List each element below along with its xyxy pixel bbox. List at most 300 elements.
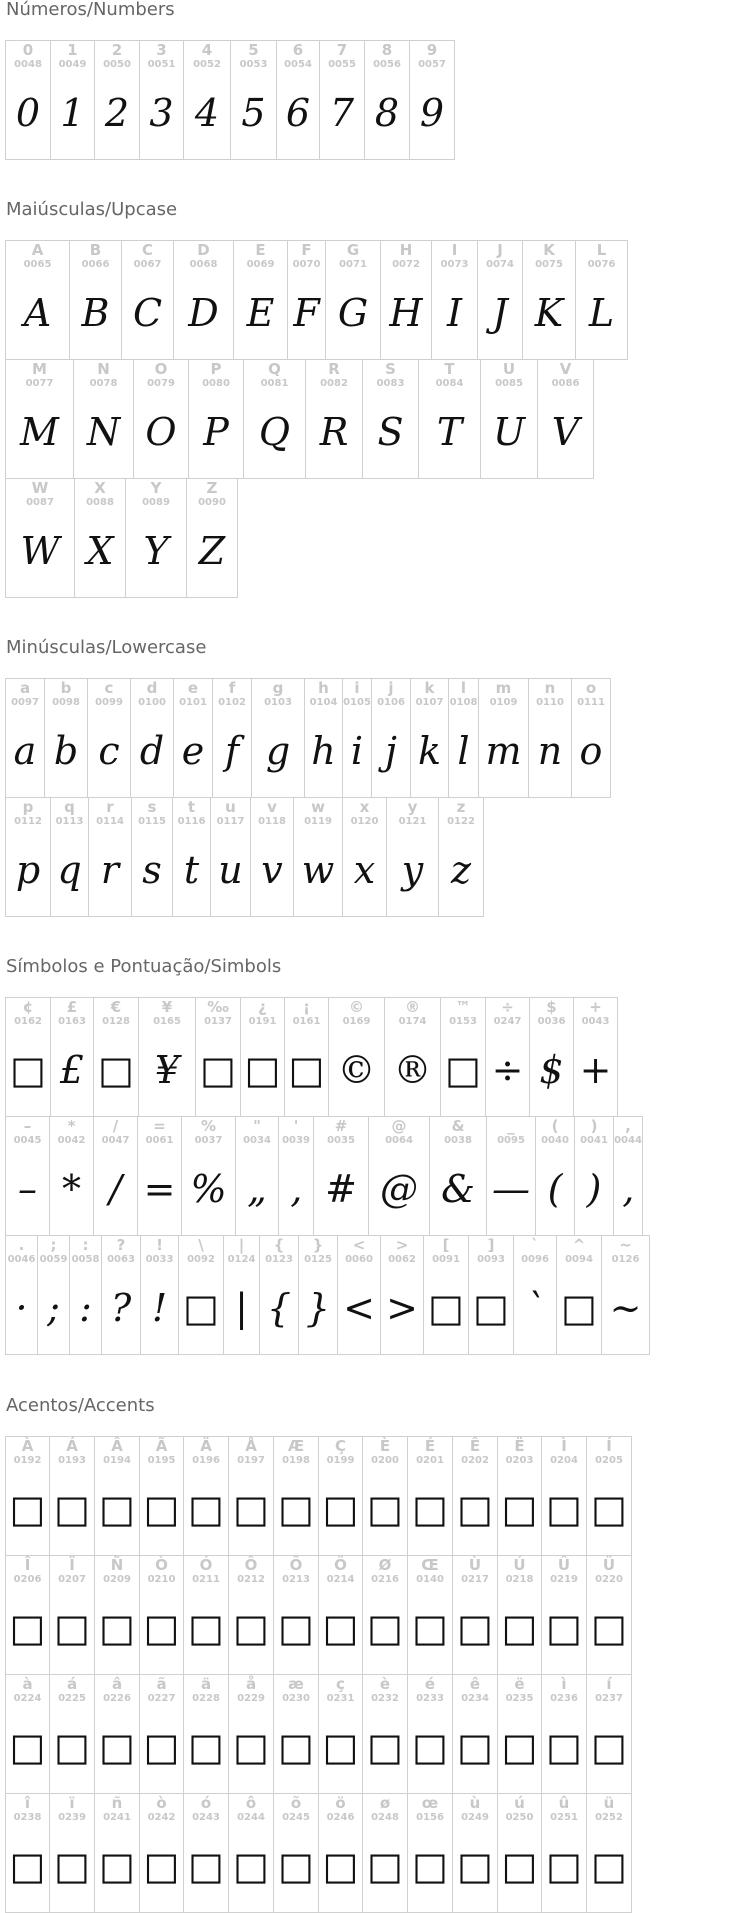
glyph-cell xyxy=(273,1793,319,1913)
character-code: 0165 xyxy=(153,1016,181,1027)
glyph-sample: © xyxy=(337,1048,376,1092)
glyph-cell xyxy=(380,1235,424,1355)
section-2 xyxy=(0,638,610,916)
character-label: 6 xyxy=(292,41,304,59)
character-code: 0235 xyxy=(505,1693,534,1704)
glyph-cell xyxy=(298,1235,338,1355)
character-code: 0122 xyxy=(447,816,475,827)
character-code: 0041 xyxy=(580,1135,608,1146)
glyph-cell xyxy=(486,1116,536,1236)
glyph-cell xyxy=(513,1235,557,1355)
character-label: Å xyxy=(245,1437,257,1455)
character-label: N xyxy=(97,360,110,378)
glyph-sample: — xyxy=(492,1167,530,1211)
glyph-cell xyxy=(183,1793,229,1913)
glyph-row xyxy=(5,1674,631,1793)
character-code: 0083 xyxy=(376,378,405,389)
missing-glyph-icon: □ xyxy=(412,1725,448,1769)
character-code: 0250 xyxy=(505,1812,534,1823)
missing-glyph-icon: □ xyxy=(54,1487,90,1531)
character-label: Õ xyxy=(289,1556,303,1574)
character-code: 0060 xyxy=(345,1254,373,1265)
character-label: & xyxy=(451,1117,465,1135)
missing-glyph-icon: □ xyxy=(143,1844,180,1888)
character-label: g xyxy=(272,679,284,697)
character-code: 0121 xyxy=(398,816,427,827)
glyph-cell xyxy=(429,1116,487,1236)
glyph-cell xyxy=(380,240,432,360)
glyph-cell xyxy=(228,1555,274,1675)
glyph-cell xyxy=(368,1116,430,1236)
glyph-sample: f xyxy=(224,729,240,773)
character-label: < xyxy=(352,1236,366,1254)
glyph-cell xyxy=(195,997,241,1117)
glyph-cell xyxy=(228,1793,274,1913)
glyph-row xyxy=(5,997,649,1116)
glyph-sample: a xyxy=(13,729,37,773)
glyph-cell xyxy=(318,1555,363,1675)
character-label: ì xyxy=(561,1675,567,1693)
character-code: 0049 xyxy=(58,59,87,70)
character-label: õ xyxy=(290,1794,302,1812)
glyph-sample: V xyxy=(551,410,580,454)
character-label: % xyxy=(200,1117,217,1135)
character-code: 0220 xyxy=(595,1574,623,1585)
glyph-row xyxy=(5,1793,631,1912)
glyph-sample: b xyxy=(53,729,79,773)
glyph-sample: 8 xyxy=(374,91,400,135)
glyph-cell xyxy=(69,240,122,360)
character-code: 0238 xyxy=(13,1812,42,1823)
character-label: E xyxy=(255,241,266,259)
glyph-sample: B xyxy=(81,291,110,335)
character-code: 0065 xyxy=(23,259,52,270)
glyph-sample: k xyxy=(417,729,442,773)
character-label: ¢ xyxy=(22,998,34,1016)
glyph-sample: P xyxy=(203,410,229,454)
glyph-cell xyxy=(139,1436,184,1556)
missing-glyph-icon: □ xyxy=(99,1725,135,1769)
glyph-cell xyxy=(139,1555,184,1675)
glyph-sample: R xyxy=(319,410,349,454)
character-label: ( xyxy=(551,1117,559,1135)
character-label: 1 xyxy=(67,41,78,59)
character-code: 0219 xyxy=(550,1574,578,1585)
glyph-cell xyxy=(230,40,277,160)
glyph-cell xyxy=(364,40,410,160)
character-label: G xyxy=(346,241,360,259)
character-code: 0062 xyxy=(388,1254,416,1265)
glyph-sample: > xyxy=(386,1286,418,1330)
glyph-cell xyxy=(5,359,74,479)
missing-glyph-icon: □ xyxy=(591,1606,627,1650)
glyph-sample: 9 xyxy=(419,91,445,135)
missing-glyph-icon: □ xyxy=(288,1048,325,1092)
glyph-row xyxy=(5,240,627,359)
character-code: 0242 xyxy=(147,1812,176,1823)
glyph-cell xyxy=(186,478,238,598)
character-code: 0097 xyxy=(11,697,39,708)
character-code: 0084 xyxy=(435,378,464,389)
glyph-cell xyxy=(101,1235,141,1355)
glyph-cell xyxy=(5,797,51,917)
missing-glyph-icon: □ xyxy=(244,1048,281,1092)
glyph-sample: { xyxy=(266,1286,292,1330)
character-code: 0115 xyxy=(138,816,166,827)
glyph-cell xyxy=(423,1235,469,1355)
glyph-sample: 6 xyxy=(285,91,311,135)
character-code: 0033 xyxy=(145,1254,174,1265)
missing-glyph-icon: □ xyxy=(445,1048,481,1092)
character-code: 0059 xyxy=(39,1254,68,1265)
character-label: z xyxy=(456,798,466,816)
glyph-cell xyxy=(362,1436,408,1556)
character-label: m xyxy=(495,679,512,697)
glyph-cell xyxy=(183,1555,229,1675)
character-label: \ xyxy=(198,1236,204,1254)
character-code: 0123 xyxy=(265,1254,293,1265)
character-code: 0225 xyxy=(58,1693,86,1704)
glyph-cell xyxy=(5,240,70,360)
character-code: 0070 xyxy=(292,259,321,270)
glyph-cell xyxy=(94,1436,140,1556)
character-code: 0233 xyxy=(416,1693,444,1704)
glyph-sample: ¥ xyxy=(154,1048,180,1092)
character-code: 0094 xyxy=(565,1254,593,1265)
character-code: 0232 xyxy=(371,1693,399,1704)
character-label: Ö xyxy=(334,1556,347,1574)
character-label: Ñ xyxy=(110,1556,124,1574)
character-label: ç xyxy=(336,1675,345,1693)
character-label: ? xyxy=(116,1236,126,1254)
missing-glyph-icon: □ xyxy=(367,1487,403,1531)
glyph-sample: * xyxy=(62,1167,81,1211)
glyph-row xyxy=(5,1116,649,1235)
missing-glyph-icon: □ xyxy=(501,1725,538,1769)
glyph-cell xyxy=(573,997,618,1117)
character-code: 0239 xyxy=(58,1812,86,1823)
glyph-cell xyxy=(278,1116,314,1236)
character-label: 5 xyxy=(248,41,259,59)
glyph-sample: y xyxy=(401,848,424,892)
section-title: Acentos/Accents xyxy=(6,1395,155,1416)
character-code: 0218 xyxy=(505,1574,534,1585)
character-code: 0204 xyxy=(550,1455,578,1466)
glyph-cell xyxy=(139,1793,184,1913)
glyph-sample: ) xyxy=(586,1167,602,1211)
glyph-sample: ® xyxy=(393,1048,432,1092)
character-code: 0224 xyxy=(13,1693,42,1704)
character-label: à xyxy=(22,1675,33,1693)
character-code: 0056 xyxy=(373,59,401,70)
character-label: Q xyxy=(268,360,281,378)
character-label: û xyxy=(558,1794,570,1812)
glyph-cell xyxy=(5,1793,50,1913)
glyph-cell xyxy=(452,1674,498,1794)
glyph-cell xyxy=(94,40,140,160)
character-code: 0066 xyxy=(81,259,110,270)
glyph-cell xyxy=(94,1793,140,1913)
glyph-sample: s xyxy=(142,848,162,892)
glyph-cell xyxy=(328,997,385,1117)
glyph-sample: ˋ xyxy=(525,1286,545,1330)
character-label: @ xyxy=(391,1117,407,1135)
character-code: 0200 xyxy=(371,1455,399,1466)
glyph-sample: r xyxy=(100,848,120,892)
glyph-cell xyxy=(228,1674,274,1794)
glyph-cell xyxy=(362,1555,408,1675)
glyph-cell xyxy=(342,797,387,917)
glyph-cell xyxy=(410,678,449,798)
glyph-sample: · xyxy=(15,1286,28,1330)
character-label: d xyxy=(146,679,158,697)
character-label: ¿ xyxy=(258,998,267,1016)
glyph-sample: e xyxy=(181,729,205,773)
glyph-sample: A xyxy=(23,291,52,335)
character-label: © xyxy=(349,998,364,1016)
glyph-cell xyxy=(178,1235,224,1355)
character-label: M xyxy=(32,360,47,378)
section-title: Minúsculas/Lowercase xyxy=(6,637,207,658)
section-0 xyxy=(0,0,454,159)
character-code: 0227 xyxy=(147,1693,176,1704)
glyph-cell xyxy=(575,240,628,360)
character-label: ä xyxy=(200,1675,212,1693)
character-code: 0153 xyxy=(449,1016,477,1027)
glyph-cell xyxy=(273,1674,319,1794)
character-label: Î xyxy=(24,1556,31,1574)
glyph-sample: M xyxy=(20,410,59,454)
character-code: 0251 xyxy=(550,1812,578,1823)
glyph-cell xyxy=(259,1235,299,1355)
glyph-sample: K xyxy=(534,291,564,335)
character-code: 0243 xyxy=(192,1812,220,1823)
glyph-sample: – xyxy=(18,1167,37,1211)
character-code: 0203 xyxy=(505,1455,534,1466)
character-code: 0128 xyxy=(102,1016,130,1027)
character-label: ø xyxy=(379,1794,391,1812)
character-label: y xyxy=(407,798,418,816)
glyph-cell xyxy=(183,1436,229,1556)
glyph-sample: 5 xyxy=(241,91,266,135)
glyph-row xyxy=(5,1555,631,1674)
character-label: v xyxy=(267,798,277,816)
glyph-cell xyxy=(50,997,94,1117)
character-label: Ú xyxy=(513,1556,526,1574)
glyph-sample: 3 xyxy=(149,91,174,135)
character-code: 0071 xyxy=(339,259,367,270)
glyph-cell xyxy=(235,1116,279,1236)
character-code: 0231 xyxy=(326,1693,355,1704)
character-code: 0034 xyxy=(243,1135,271,1146)
glyph-sample: u xyxy=(218,848,243,892)
glyph-cell xyxy=(183,40,231,160)
character-code: 0061 xyxy=(145,1135,174,1146)
missing-glyph-icon: □ xyxy=(367,1725,403,1769)
character-code: 0037 xyxy=(194,1135,223,1146)
character-label: 3 xyxy=(156,41,167,59)
character-label: r xyxy=(106,798,114,816)
missing-glyph-icon: □ xyxy=(9,1606,46,1650)
character-code: 0163 xyxy=(58,1016,86,1027)
glyph-cell xyxy=(5,1116,50,1236)
character-label: s xyxy=(147,798,157,816)
glyph-sample: @ xyxy=(380,1167,418,1211)
character-code: 0079 xyxy=(147,378,175,389)
character-code: 0117 xyxy=(216,816,245,827)
missing-glyph-icon: □ xyxy=(561,1286,597,1330)
character-code: 0212 xyxy=(237,1574,265,1585)
glyph-cell xyxy=(480,359,538,479)
character-label: * xyxy=(67,1117,76,1135)
character-label: " xyxy=(253,1117,261,1135)
glyph-sample: n xyxy=(537,729,563,773)
glyph-sample: # xyxy=(325,1167,357,1211)
character-label: 2 xyxy=(111,41,123,59)
character-code: 0036 xyxy=(537,1016,566,1027)
character-code: 0069 xyxy=(246,259,275,270)
character-label: e xyxy=(187,679,199,697)
character-code: 0053 xyxy=(239,59,268,70)
glyph-sample: } xyxy=(305,1286,331,1330)
glyph-sample: : xyxy=(79,1286,92,1330)
glyph-cell xyxy=(49,1793,95,1913)
character-label: K xyxy=(543,241,555,259)
glyph-cell xyxy=(418,359,481,479)
glyph-sample: ( xyxy=(547,1167,563,1211)
glyph-sample: l xyxy=(457,729,470,773)
glyph-cell xyxy=(93,1116,138,1236)
character-label: V xyxy=(559,360,572,378)
missing-glyph-icon: □ xyxy=(143,1606,180,1650)
character-label: ÷ xyxy=(501,998,514,1016)
glyph-sample: „ xyxy=(247,1167,267,1211)
character-label: Ù xyxy=(468,1556,482,1574)
character-code: 0205 xyxy=(595,1455,623,1466)
character-label: 9 xyxy=(426,41,438,59)
missing-glyph-icon: □ xyxy=(233,1725,269,1769)
character-label: á xyxy=(66,1675,78,1693)
character-label: / xyxy=(112,1117,119,1135)
glyph-cell xyxy=(313,1116,369,1236)
character-code: 0234 xyxy=(461,1693,489,1704)
character-code: 0052 xyxy=(193,59,221,70)
character-code: 0111 xyxy=(577,697,605,708)
glyph-cell xyxy=(284,997,329,1117)
character-label: J xyxy=(497,241,503,259)
missing-glyph-icon: □ xyxy=(143,1725,180,1769)
character-code: 0244 xyxy=(237,1812,265,1823)
missing-glyph-icon: □ xyxy=(54,1725,90,1769)
character-code: 0124 xyxy=(227,1254,256,1265)
glyph-sample: Y xyxy=(143,529,169,573)
missing-glyph-icon: □ xyxy=(322,1606,359,1650)
character-label: q xyxy=(64,798,75,816)
missing-glyph-icon: □ xyxy=(591,1844,627,1888)
missing-glyph-icon: □ xyxy=(546,1487,582,1531)
character-code: 0248 xyxy=(371,1812,399,1823)
character-label: Y xyxy=(150,479,162,497)
glyph-cell xyxy=(140,1235,179,1355)
character-code: 0076 xyxy=(587,259,616,270)
character-label: ö xyxy=(335,1794,346,1812)
character-code: 0047 xyxy=(101,1135,130,1146)
missing-glyph-icon: □ xyxy=(457,1487,493,1531)
glyph-cell xyxy=(181,1116,236,1236)
glyph-row xyxy=(5,359,627,478)
character-code: 0092 xyxy=(187,1254,215,1265)
character-label: â xyxy=(111,1675,123,1693)
character-label: Ò xyxy=(155,1556,168,1574)
glyph-cell xyxy=(173,240,234,360)
character-code: 0067 xyxy=(133,259,162,270)
glyph-sample: + xyxy=(579,1048,612,1092)
character-code: 0195 xyxy=(147,1455,176,1466)
glyph-cell xyxy=(304,678,343,798)
glyph-cell xyxy=(73,359,134,479)
glyph-cell xyxy=(485,997,530,1117)
character-code: 0110 xyxy=(536,697,564,708)
glyph-cell xyxy=(537,359,594,479)
glyph-sample: = xyxy=(143,1167,176,1211)
character-label: œ xyxy=(421,1794,439,1812)
character-code: 0114 xyxy=(96,816,124,827)
glyph-sample: v xyxy=(261,848,283,892)
missing-glyph-icon: □ xyxy=(428,1286,464,1330)
glyph-cell xyxy=(131,797,173,917)
glyph-cell xyxy=(452,1793,498,1913)
character-code: 0044 xyxy=(614,1135,642,1146)
glyph-cell xyxy=(556,1235,602,1355)
missing-glyph-icon: □ xyxy=(501,1844,538,1888)
character-label: X xyxy=(94,479,106,497)
glyph-cell xyxy=(601,1235,650,1355)
character-code: 0198 xyxy=(282,1455,310,1466)
glyph-cell xyxy=(94,1674,140,1794)
glyph-cell xyxy=(497,1674,542,1794)
character-code: 0039 xyxy=(282,1135,310,1146)
character-code: 0051 xyxy=(147,59,176,70)
missing-glyph-icon: □ xyxy=(367,1606,403,1650)
character-label: é xyxy=(424,1675,436,1693)
character-code: 0075 xyxy=(535,259,563,270)
character-code: 0072 xyxy=(392,259,420,270)
character-code: 0241 xyxy=(103,1812,131,1823)
character-label: h xyxy=(318,679,329,697)
glyph-cell xyxy=(337,1235,381,1355)
character-label: Á xyxy=(66,1437,78,1455)
glyph-cell xyxy=(386,797,439,917)
character-code: 0206 xyxy=(13,1574,42,1585)
glyph-sample: 0 xyxy=(15,91,41,135)
glyph-sample: T xyxy=(436,410,463,454)
character-label: A xyxy=(31,241,44,259)
character-code: 0211 xyxy=(192,1574,220,1585)
missing-glyph-icon: □ xyxy=(322,1487,359,1531)
character-label: O xyxy=(154,360,168,378)
glyph-row xyxy=(5,1436,631,1555)
character-label: W xyxy=(31,479,49,497)
glyph-cell xyxy=(529,997,574,1117)
character-code: 0106 xyxy=(377,697,405,708)
character-label: Ï xyxy=(69,1556,75,1574)
glyph-sample: q xyxy=(57,848,82,892)
glyph-cell xyxy=(93,997,139,1117)
glyph-cell xyxy=(318,1793,363,1913)
missing-glyph-icon: □ xyxy=(143,1487,180,1531)
glyph-row xyxy=(5,1235,649,1354)
glyph-cell xyxy=(5,40,51,160)
